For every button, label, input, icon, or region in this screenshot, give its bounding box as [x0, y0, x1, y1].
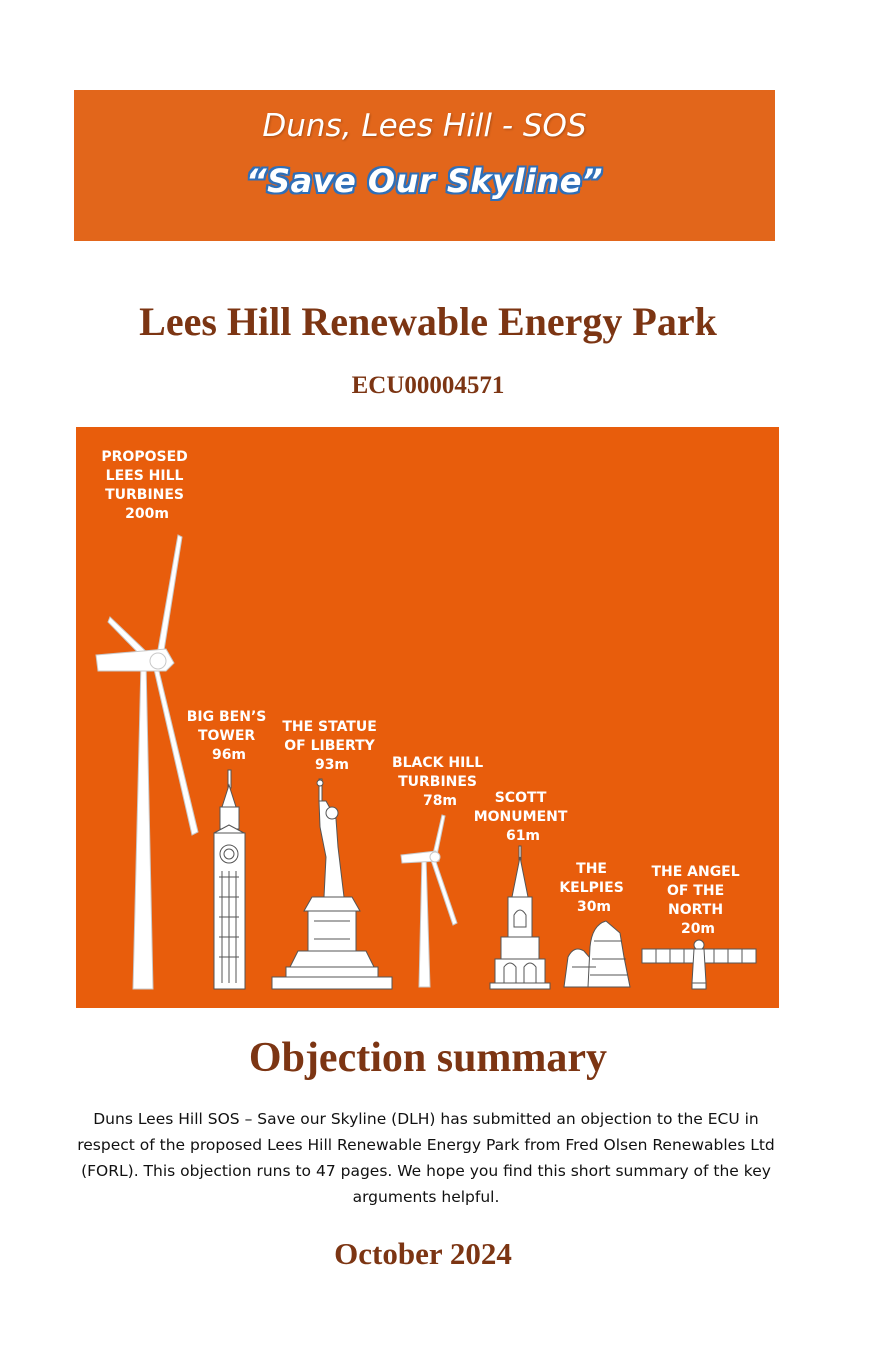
big-ben-illustration [214, 770, 245, 989]
lees-hill-turbine-illustration [96, 535, 198, 989]
header-banner [74, 90, 775, 241]
reference-number: ECU00004571 [351, 372, 505, 399]
label-black-hill-turbines: BLACK HILL TURBINES 78m [391, 755, 484, 809]
label-statue-of-liberty: THE STATUE OF LIBERTY 93m [282, 719, 377, 773]
height-comparison-graphic [76, 427, 779, 1008]
label-scott-monument: SCOTT MONUMENT 61m [473, 790, 568, 844]
page-title: Lees Hill Renewable Energy Park [139, 299, 717, 344]
label-angel-of-the-north: THE ANGEL OF THE NORTH 20m [651, 864, 740, 937]
document-date: October 2024 [334, 1236, 512, 1271]
summary-heading: Objection summary [248, 1035, 608, 1081]
angel-of-the-north-illustration [642, 940, 756, 989]
banner-slogan: “Save Our Skyline” [245, 162, 604, 200]
scott-monument-illustration [490, 846, 550, 989]
height-comparison-svg [76, 427, 779, 1008]
statue-of-liberty-illustration [272, 779, 392, 989]
kelpies-illustration [564, 921, 630, 987]
label-kelpies: THE KELPIES 30m [559, 861, 624, 915]
label-lees-hill-turbines: PROPOSED LEES HILL TURBINES 200m [101, 449, 188, 522]
banner-title: Duns, Lees Hill - SOS [262, 108, 587, 144]
black-hill-turbine-illustration [401, 815, 457, 987]
label-big-ben: BIG BEN’S TOWER 96m [186, 709, 267, 763]
summary-body: Duns Lees Hill SOS – Save our Skyline (DLH) has submitted an objection to the ECU in respect of the proposed Lees Hill Renewable Energy Park from Fred Olsen Renewables Ltd (FORL). This objection runs to 47 pages. We hope you find this short summary of the key arguments helpful. [77, 1110, 775, 1206]
